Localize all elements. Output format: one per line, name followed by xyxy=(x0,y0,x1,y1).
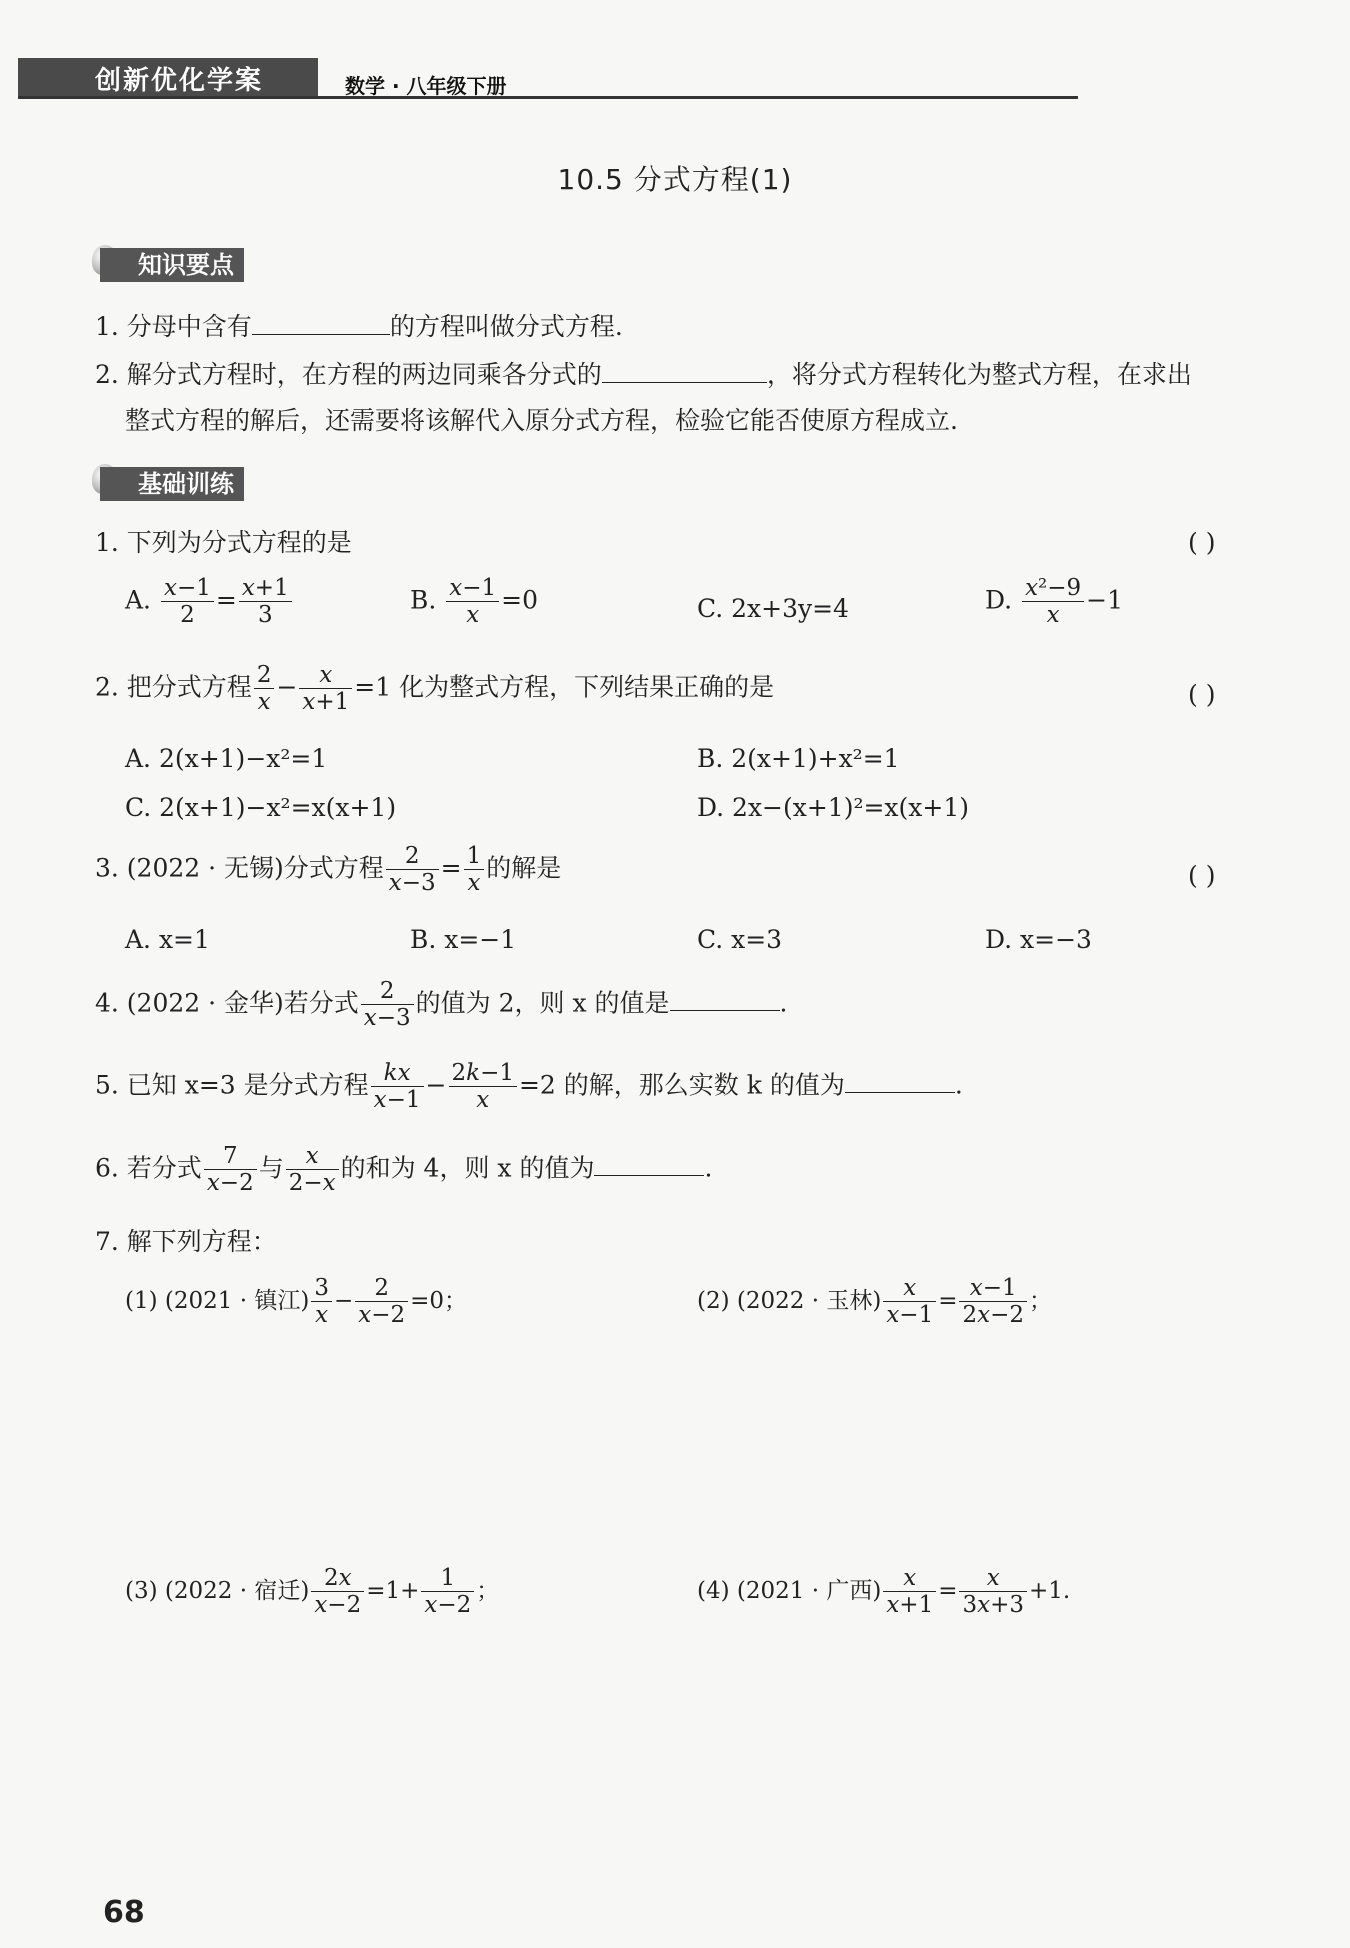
q4-text-end: 的值为 2，则 x 的值是 xyxy=(415,988,670,1018)
fraction: $\frac{kx}{x-1}$ xyxy=(371,1060,424,1114)
fraction: $\frac{2}{x-3}$ xyxy=(386,843,439,897)
fraction: $\frac{x}{2-x}$ xyxy=(286,1143,339,1197)
q3-option-d[interactable]: D. x=−3 xyxy=(985,925,1092,954)
k1-text: 1. 分母中含有 xyxy=(95,312,252,341)
header-divider xyxy=(18,96,1078,99)
answer-paren[interactable]: ( ) xyxy=(1188,680,1216,709)
fraction: $\frac{2}{x-2}$ xyxy=(355,1275,408,1329)
knowledge-point-1 xyxy=(95,310,623,342)
q1-option-d[interactable]: D. $\frac{\text{x²−9}}{x}$ −1 xyxy=(985,575,1124,629)
fraction: $\frac{x}{x-1}$ xyxy=(883,1275,936,1329)
question-2-stem: 2. 把分式方程 $\frac{2}{x}$ − $\frac{x}{x+1}$ =1 化为整式方程，下列结果正确的是 xyxy=(95,662,775,716)
answer-blank[interactable] xyxy=(252,310,390,335)
page-number: 68 xyxy=(103,1895,145,1930)
fraction: $\frac{\text{x²−9}}{x}$ xyxy=(1022,575,1084,629)
fraction: $\frac{x}{x+1}$ xyxy=(299,662,352,716)
q7-part-label: (4) (2021 · 广西) xyxy=(697,1577,882,1604)
page-title: 10.5 分式方程(1) xyxy=(557,163,793,196)
option-label: B. xyxy=(410,585,437,615)
knowledge-point-2-line2: 整式方程的解后，还需要将该解代入原分式方程，检验它能否使原方程成立. xyxy=(125,406,958,435)
fraction: $\frac{x+1}{3}$ xyxy=(239,575,292,629)
fraction: $\frac{2k-1}{x}$ xyxy=(449,1060,517,1114)
fraction: $\frac{7}{x-2}$ xyxy=(204,1143,257,1197)
k2-text: 2. 解分式方程时，在方程的两边同乘各分式的 xyxy=(95,360,602,389)
q2-text-end: 化为整式方程，下列结果正确的是 xyxy=(399,672,775,702)
q2-text: 2. 把分式方程 xyxy=(95,672,252,702)
k2-text-end: ，将分式方程转化为整式方程，在求出 xyxy=(766,360,1192,389)
q6-text-mid: 与 xyxy=(258,1153,284,1183)
k1-text-end: 的方程叫做分式方程. xyxy=(389,312,623,341)
q1-option-b[interactable]: B. $\frac{x-1}{x}$ =0 xyxy=(410,575,539,629)
q3-option-a[interactable]: A. x=1 xyxy=(125,925,210,954)
fraction: $\frac{1}{x-2}$ xyxy=(421,1565,474,1619)
answer-blank[interactable] xyxy=(602,358,767,383)
fraction: $\frac{2}{x}$ xyxy=(254,662,275,716)
answer-blank[interactable] xyxy=(670,986,780,1011)
answer-paren[interactable]: ( ) xyxy=(1188,861,1216,890)
q6-text: 6. 若分式 xyxy=(95,1153,202,1183)
question-7-stem: 7. 解下列方程： xyxy=(95,1227,277,1256)
knowledge-point-2 xyxy=(95,358,1192,390)
q2-option-d[interactable]: D. 2x−(x+1)²=x(x+1) xyxy=(697,793,969,822)
q2-option-c[interactable]: C. 2(x+1)−x²=x(x+1) xyxy=(125,793,397,822)
answer-blank[interactable] xyxy=(845,1068,955,1093)
q5-text: 5. 已知 x=3 是分式方程 xyxy=(95,1070,369,1100)
answer-blank[interactable] xyxy=(594,1151,704,1176)
q1-option-c[interactable]: C. 2x+3y=4 xyxy=(697,594,849,623)
fraction: $\frac{x}{x+1}$ xyxy=(883,1565,936,1619)
answer-paren[interactable]: ( ) xyxy=(1188,528,1216,557)
q7-part-3: (3) (2022 · 宿迁) $\frac{2x}{x-2}$ =1+ $\frac{1}{x-2}$ ； xyxy=(125,1565,500,1619)
q7-part-label: (3) (2022 · 宿迁) xyxy=(125,1577,310,1604)
section-heading-practice: 基础训练 xyxy=(100,467,244,501)
q3-option-c[interactable]: C. x=3 xyxy=(697,925,783,954)
q5-text-end: =2 的解，那么实数 k 的值为 xyxy=(518,1070,845,1100)
section-heading-knowledge: 知识要点 xyxy=(100,248,244,282)
q6-text-end: 的和为 4，则 x 的值为 xyxy=(340,1153,595,1183)
q7-part-2: (2) (2022 · 玉林) $\frac{x}{x-1}$ = $\frac{x-1}{2x-2}$ ； xyxy=(697,1275,1053,1329)
fraction: $\frac{x-1}{2x-2}$ xyxy=(959,1275,1027,1329)
fraction: $\frac{x-1}{2}$ xyxy=(161,575,214,629)
q7-part-1: (1) (2021 · 镇江) $\frac{3}{x}$ − $\frac{2}{x-2}$ =0； xyxy=(125,1275,468,1329)
question-1-stem: 1. 下列为分式方程的是 xyxy=(95,528,352,557)
fraction: $\frac{3}{x}$ xyxy=(311,1275,332,1329)
option-label: D. xyxy=(985,585,1013,615)
q4-text: 4. (2022 · 金华)若分式 xyxy=(95,988,359,1018)
fraction: $\frac{2x}{x-2}$ xyxy=(311,1565,364,1619)
q7-part-label: (1) (2021 · 镇江) xyxy=(125,1287,310,1314)
q2-option-b[interactable]: B. 2(x+1)+x²=1 xyxy=(697,744,900,773)
fraction: $\frac{x}{3x+3}$ xyxy=(959,1565,1027,1619)
fraction: $\frac{2}{x-3}$ xyxy=(361,978,414,1032)
fraction: $\frac{x-1}{x}$ xyxy=(446,575,499,629)
q1-option-a[interactable]: A. $\frac{x-1}{2}$ = $\frac{x+1}{3}$ xyxy=(125,575,294,629)
q3-text-end: 的解是 xyxy=(486,853,562,883)
question-4: 4. (2022 · 金华)若分式 $\frac{2}{x-3}$ 的值为 2，则 x 的值是 . xyxy=(95,978,788,1032)
option-label: A. xyxy=(125,585,152,615)
q3-option-b[interactable]: B. x=−1 xyxy=(410,925,517,954)
q7-part-4: (4) (2021 · 广西) $\frac{x}{x+1}$ = $\frac{x}{3x+3}$ +1. xyxy=(697,1565,1071,1619)
question-5: 5. 已知 x=3 是分式方程 $\frac{kx}{x-1}$ − $\frac{2k-1}{x}$ =2 的解，那么实数 k 的值为 . xyxy=(95,1060,963,1114)
subject-label: 数学 · 八年级下册 xyxy=(345,74,507,98)
q2-option-a[interactable]: A. 2(x+1)−x²=1 xyxy=(125,744,328,773)
fraction: $\frac{1}{x}$ xyxy=(464,843,485,897)
question-3-stem: 3. (2022 · 无锡)分式方程 $\frac{2}{x-3}$ = $\frac{1}{x}$ 的解是 xyxy=(95,843,562,897)
q3-text: 3. (2022 · 无锡)分式方程 xyxy=(95,853,384,883)
q7-part-label: (2) (2022 · 玉林) xyxy=(697,1287,882,1314)
question-6: 6. 若分式 $\frac{7}{x-2}$ 与 $\frac{x}{2-x}$ 的和为 4，则 x 的值为 . xyxy=(95,1143,713,1197)
brand-logo: 创新优化学案 xyxy=(95,66,264,96)
